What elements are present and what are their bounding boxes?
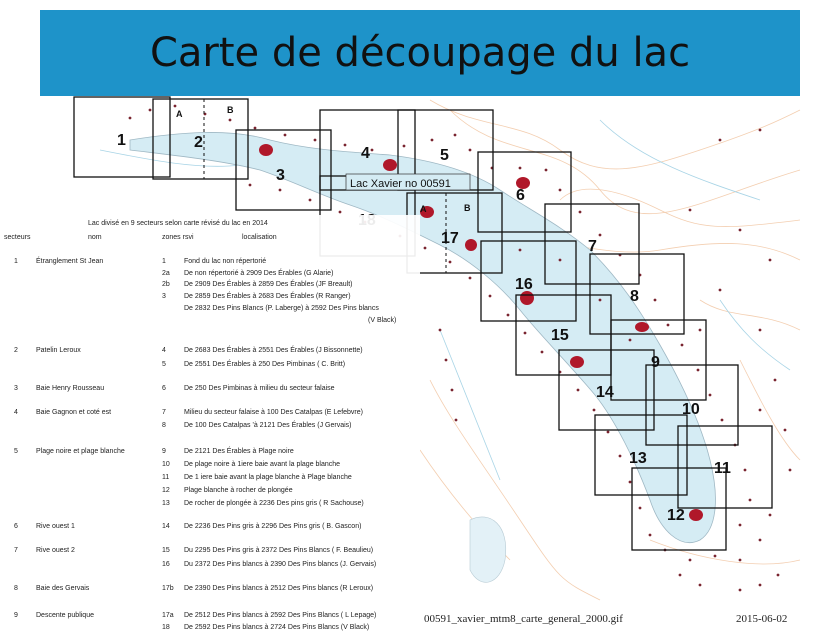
slide-title: Carte de découpage du lac <box>149 30 691 76</box>
legend-zone: 1 <box>162 258 166 265</box>
legend-location: Milieu du secteur falaise à 100 Des Catalpas (E Lefebvre) <box>184 409 363 416</box>
legend-header-sector: secteurs <box>4 234 31 241</box>
legend-location: Du 2372 Des Pins blancs à 2390 Des Pins blancs (J. Gervais) <box>184 561 377 568</box>
sector-label: 1 <box>117 132 126 149</box>
legend-location: De 2832 Des Pins Blancs (P. Laberge) à 2592 Des Pins blancs <box>184 305 379 312</box>
legend-row <box>0 523 420 535</box>
sector-label: 16 <box>515 276 533 293</box>
legend-sector-name: Patelin Leroux <box>36 347 81 354</box>
legend-row <box>0 585 420 597</box>
legend-row <box>0 561 420 573</box>
legend-location: Du 2295 Des Pins gris à 2372 Des Pins Blancs ( F. Beaulieu) <box>184 547 374 554</box>
legend-row <box>0 281 420 293</box>
legend-zone: 2b <box>162 281 170 288</box>
legend-sector-name: Rive ouest 1 <box>36 523 75 530</box>
legend-row <box>0 293 420 305</box>
legend-location: De 2236 Des Pins gris à 2296 Des Pins gris ( B. Gascon) <box>184 523 362 530</box>
legend-row <box>0 361 420 373</box>
legend-location: De 2390 Des Pins blancs à 2512 Des Pins blancs (R Leroux) <box>184 585 374 592</box>
sector-label: 6 <box>516 187 525 204</box>
marker <box>689 509 703 521</box>
marker <box>383 159 397 171</box>
sector-label: 2 <box>194 134 203 151</box>
legend-sector-number: 7 <box>14 547 18 554</box>
legend-location: De rocher de plongée à 2236 Des pins gris ( R Sachouse) <box>184 500 364 507</box>
legend-header-location: localisation <box>242 234 277 241</box>
legend-row <box>0 305 420 317</box>
legend-row <box>0 385 420 397</box>
legend-zone: 12 <box>162 487 170 494</box>
legend-zone: 10 <box>162 461 170 468</box>
legend-sector-number: 2 <box>14 347 18 354</box>
legend-location: De 2909 Des Érables à 2859 Des Érables (JF Breault) <box>184 281 353 288</box>
footer-filename: 00591_xavier_mtm8_carte_general_2000.gif <box>424 613 623 625</box>
legend-row <box>0 317 420 329</box>
legend-sector-number: 8 <box>14 585 18 592</box>
legend-zone: 5 <box>162 361 166 368</box>
legend-header-zone: zones rsvi <box>162 234 194 241</box>
legend-zone: 14 <box>162 523 170 530</box>
legend-zone: 8 <box>162 422 166 429</box>
sector-label: 13 <box>629 450 647 467</box>
sector-label: 12 <box>667 507 685 524</box>
legend-location: De 2592 Des Pins blancs à 2724 Des Pins Blancs (V Black) <box>184 624 370 631</box>
legend-location: De 2683 Des Érables à 2551 Des Érables (J Bissonnette) <box>184 347 363 354</box>
legend-sector-number: 3 <box>14 385 18 392</box>
legend-zone: 16 <box>162 561 170 568</box>
legend-row <box>0 500 420 512</box>
sector-label: 5 <box>440 147 449 164</box>
marker <box>259 144 273 156</box>
legend-row <box>0 422 420 434</box>
legend-sector-number: 5 <box>14 448 18 455</box>
legend-sector-name: Plage noire et plage blanche <box>36 448 125 455</box>
legend-zone: 11 <box>162 474 170 481</box>
sector-label: 4 <box>361 145 370 162</box>
legend-row <box>0 409 420 421</box>
sector-label: 17 <box>441 230 459 247</box>
legend-row <box>0 612 420 624</box>
sector-label: 11 <box>714 460 731 477</box>
legend-location: De 2551 Des Érables à 250 Des Pimbinas ( C. Britt) <box>184 361 346 368</box>
legend-row <box>0 461 420 473</box>
legend-sector-name: Descente publique <box>36 612 94 619</box>
sector-label: 14 <box>596 384 614 401</box>
legend-zone: 17b <box>162 585 174 592</box>
legend-title: Lac divisé en 9 secteurs selon carte révisé du lac en 2014 <box>88 220 268 227</box>
legend-sector-number: 6 <box>14 523 18 530</box>
legend-row <box>0 258 420 270</box>
sub-label-b: B <box>227 105 234 115</box>
legend-row <box>0 448 420 460</box>
legend-sector-name: Rive ouest 2 <box>36 547 75 554</box>
legend-sector-name: Étranglement St Jean <box>36 258 104 265</box>
lake-label: Lac Xavier no 00591 <box>350 178 451 190</box>
marker <box>570 356 584 368</box>
legend-zone: 18 <box>162 624 170 631</box>
legend-zone: 17a <box>162 612 174 619</box>
sector-label: 8 <box>630 288 639 305</box>
sector-label: 9 <box>651 354 660 371</box>
legend-location: Fond du lac non répertorié <box>184 258 267 265</box>
legend-row <box>0 487 420 499</box>
legend-location: De 100 Des Catalpas 'à 2121 Des Érables (J Gervais) <box>184 422 352 429</box>
legend-location: Plage blanche à rocher de plongée <box>184 487 293 494</box>
sub-label-b: B <box>464 203 471 213</box>
legend-zone: 9 <box>162 448 166 455</box>
legend-sector-name: Baie des Gervais <box>36 585 90 592</box>
legend-row <box>0 624 420 636</box>
legend-zone: 13 <box>162 500 170 507</box>
marker <box>635 322 649 332</box>
marker <box>520 291 534 305</box>
legend-sector-number: 4 <box>14 409 18 416</box>
legend-zone: 4 <box>162 347 166 354</box>
legend-header-name: nom <box>88 234 102 241</box>
legend-location: De 2121 Des Érables à Plage noire <box>184 448 294 455</box>
legend-location: De 250 Des Pimbinas à milieu du secteur falaise <box>184 385 335 392</box>
sub-label-a: A <box>176 109 183 119</box>
sector-label: 15 <box>551 327 569 344</box>
legend-sector-number: 9 <box>14 612 18 619</box>
legend-row <box>0 474 420 486</box>
sector-label: 10 <box>682 401 700 418</box>
sector-label: 7 <box>588 238 597 255</box>
legend-location: De non répertorié à 2909 Des Érables (G Alarie) <box>184 270 334 277</box>
legend-location: De 1 iere baie avant la plage blanche à Plage blanche <box>184 474 352 481</box>
legend-sector-number: 1 <box>14 258 18 265</box>
small-lake <box>470 517 506 582</box>
legend-location: De 2512 Des Pins blancs à 2592 Des Pins Blancs ( L Lepage) <box>184 612 377 619</box>
marker <box>465 239 477 251</box>
legend-zone: 15 <box>162 547 170 554</box>
legend-row <box>0 347 420 359</box>
legend-zone: 3 <box>162 293 166 300</box>
legend-zone: 7 <box>162 409 166 416</box>
footer-date: 2015-06-02 <box>736 613 788 625</box>
legend-location: De plage noire à 1iere baie avant la plage blanche <box>184 461 341 468</box>
legend-sector-name: Baie Gagnon et coté est <box>36 409 112 416</box>
sub-label-a: A <box>420 204 427 214</box>
legend-sector-name: Baie Henry Rousseau <box>36 385 105 392</box>
legend-zone: 2a <box>162 270 170 277</box>
legend-zone: 6 <box>162 385 166 392</box>
legend-location: De 2859 Des Érables à 2683 Des Érables (R Ranger) <box>184 293 351 300</box>
legend-location: (V Black) <box>368 317 397 324</box>
legend-row <box>0 547 420 559</box>
sector-label: 3 <box>276 167 285 184</box>
